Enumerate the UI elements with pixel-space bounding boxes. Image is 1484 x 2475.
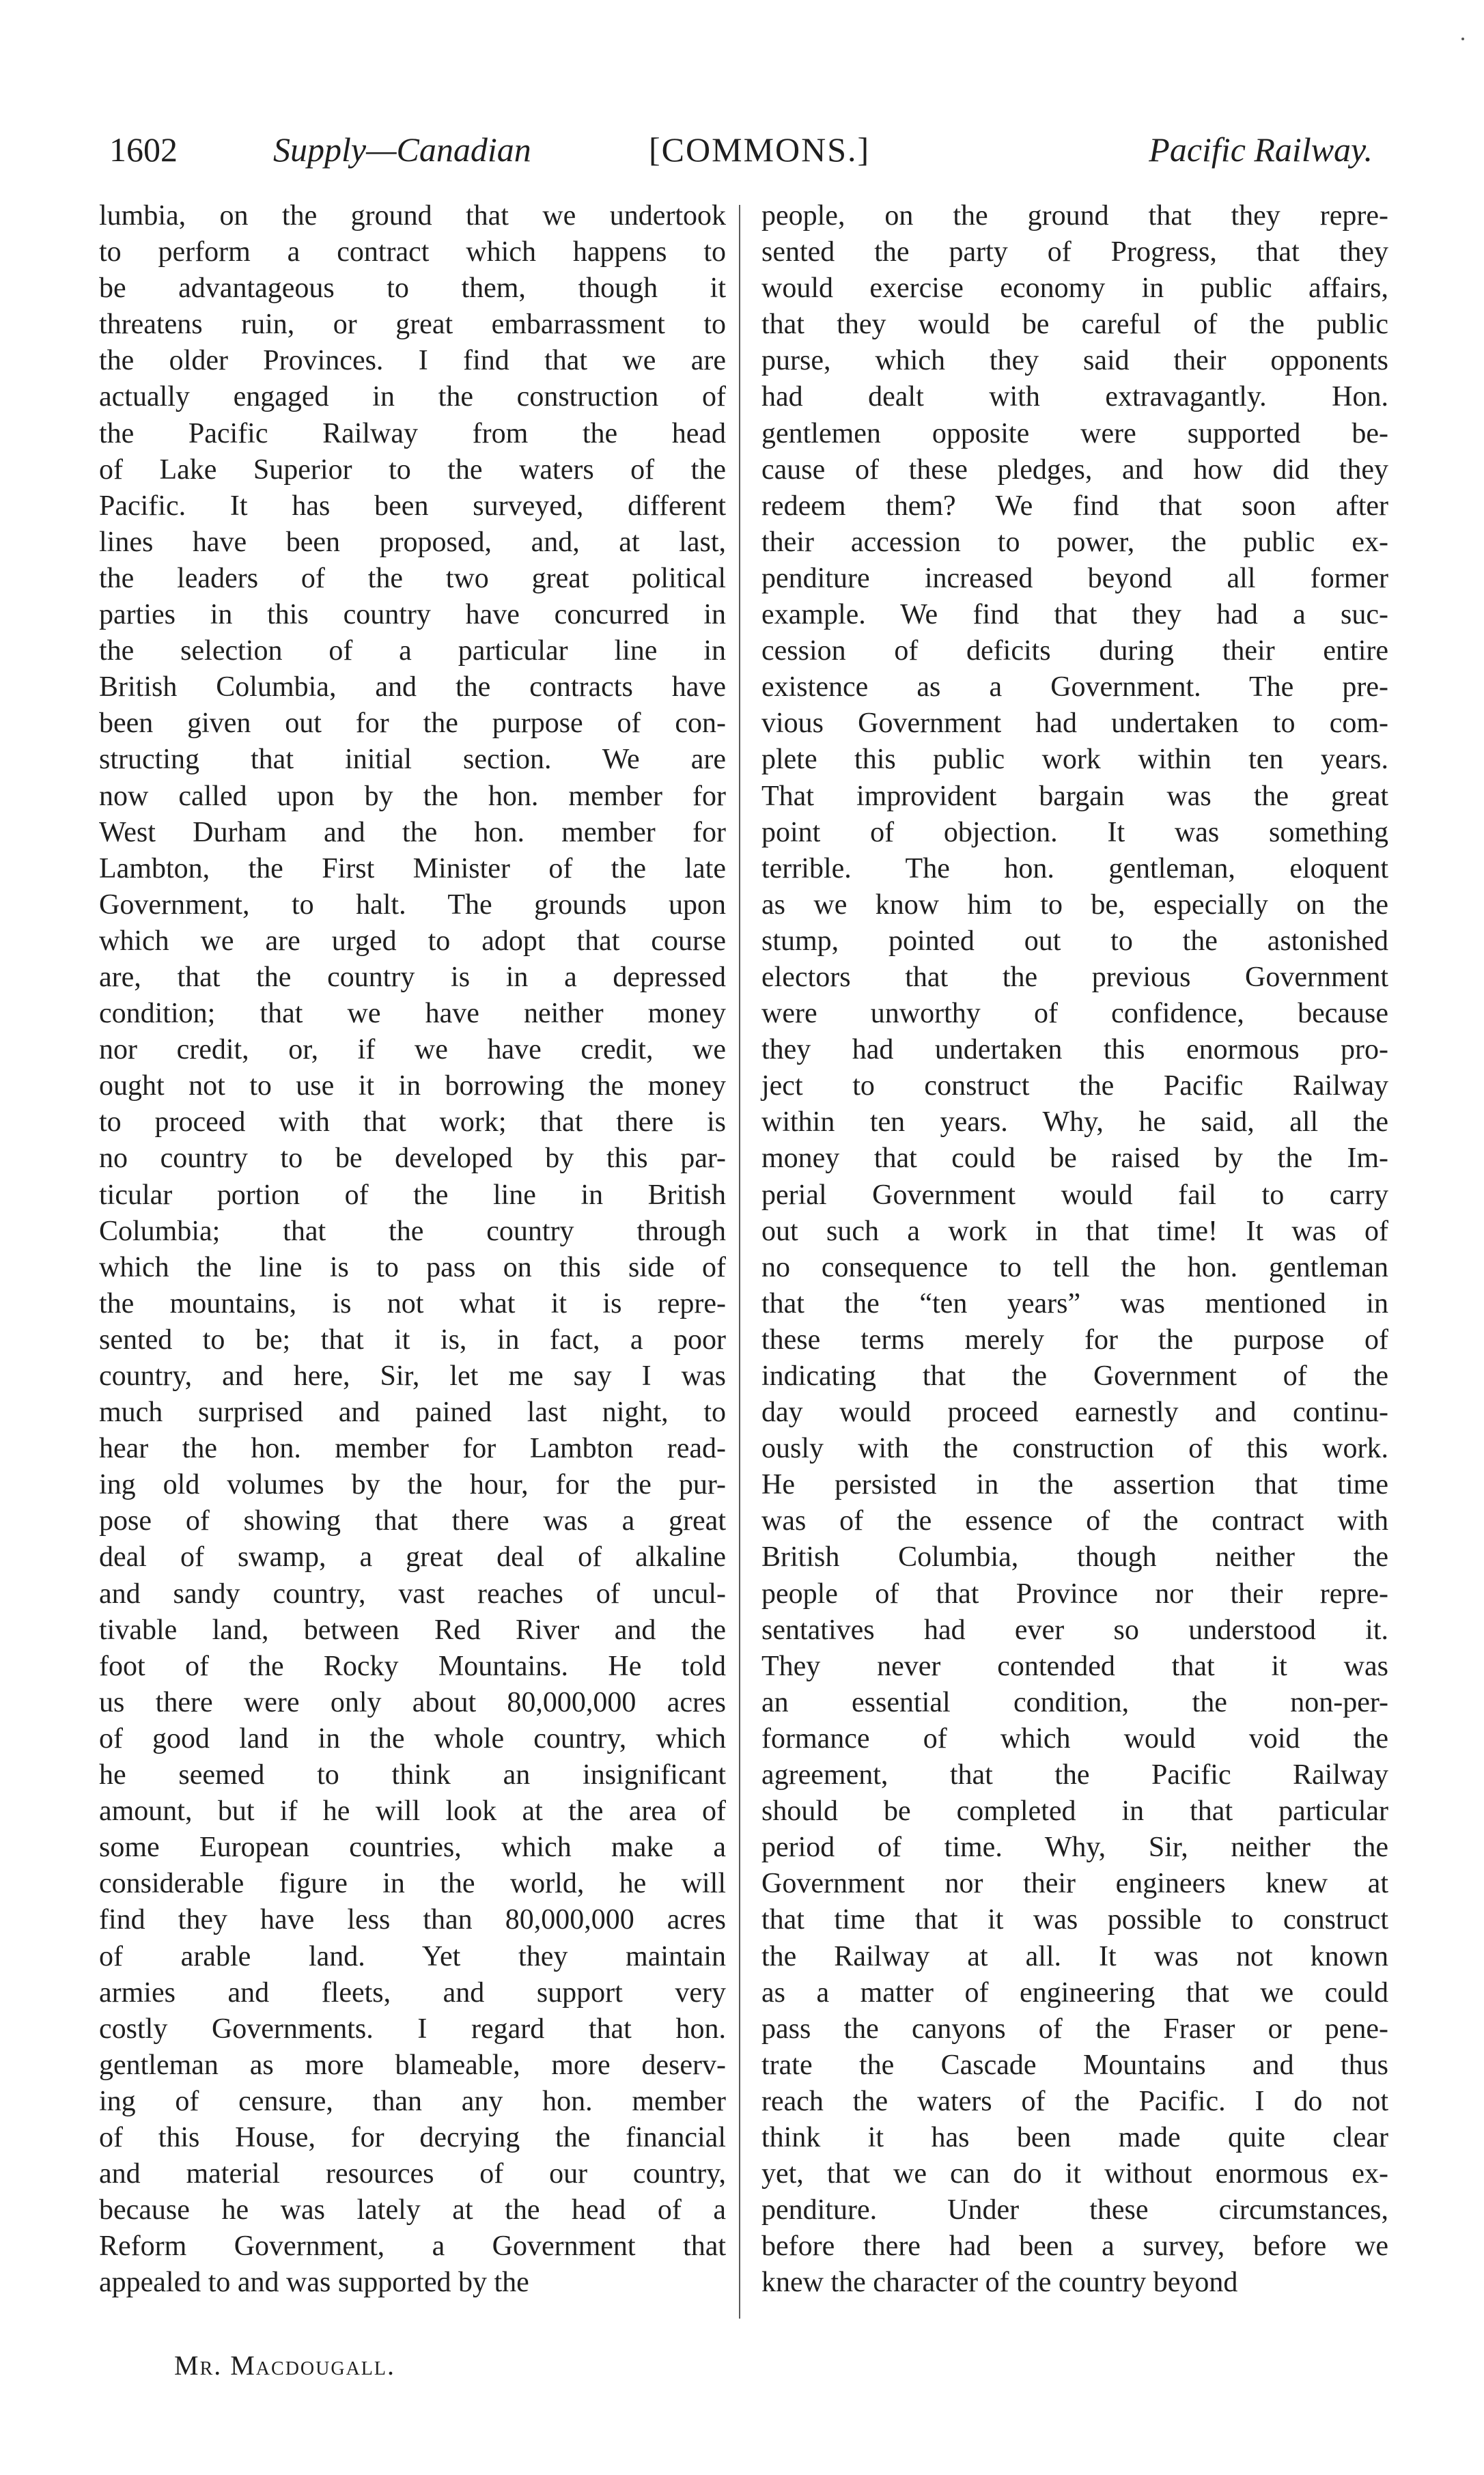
text-line: people of that Province nor their repre- bbox=[761, 1578, 1388, 1610]
text-line: gentleman as more blameable, more deserv- bbox=[99, 2049, 726, 2081]
text-line: country, and here, Sir, let me say I was bbox=[99, 1360, 726, 1392]
text-line: trate the Cascade Mountains and thus bbox=[761, 2049, 1388, 2081]
text-line: as we know him to be, especially on the bbox=[761, 889, 1388, 921]
text-line: would exercise economy in public affairs, bbox=[761, 272, 1388, 305]
text-line: ing old volumes by the hour, for the pur- bbox=[99, 1469, 726, 1501]
text-line: existence as a Government. The pre- bbox=[761, 671, 1388, 703]
text-line: perial Government would fail to carry bbox=[761, 1179, 1388, 1211]
text-line: Reform Government, a Government that bbox=[99, 2231, 726, 2263]
text-line: terrible. The hon. gentleman, eloquent bbox=[761, 852, 1388, 884]
text-line: threatens ruin, or great embarrassment to bbox=[99, 309, 726, 341]
text-line: money that could be raised by the Im- bbox=[761, 1143, 1388, 1175]
text-line: foot of the Rocky Mountains. He told bbox=[99, 1650, 726, 1682]
text-line: sentatives had ever so understood it. bbox=[761, 1614, 1388, 1646]
text-line: stump, pointed out to the astonished bbox=[761, 925, 1388, 957]
text-line: Pacific. It has been surveyed, different bbox=[99, 490, 726, 522]
text-line: ticular portion of the line in British bbox=[99, 1179, 726, 1211]
text-line: amount, but if he will look at the area of bbox=[99, 1795, 726, 1828]
text-line: no country to be developed by this par- bbox=[99, 1143, 726, 1175]
text-line: pose of showing that there was a great bbox=[99, 1505, 726, 1537]
text-line: and material resources of our country, bbox=[99, 2158, 726, 2190]
text-line: day would proceed earnestly and continu- bbox=[761, 1397, 1388, 1429]
header-center-title: [COMMONS.] bbox=[649, 130, 871, 169]
page-number: 1602 bbox=[109, 130, 178, 169]
text-line: Government, to halt. The grounds upon bbox=[99, 889, 726, 921]
text-line: appealed to and was supported by the bbox=[99, 2267, 529, 2299]
text-line: the mountains, is not what it is repre- bbox=[99, 1287, 726, 1319]
text-line: people, on the ground that they repre- bbox=[761, 200, 1388, 232]
text-line: before there had been a survey, before we bbox=[761, 2231, 1388, 2263]
text-line: parties in this country have concurred in bbox=[99, 599, 726, 631]
text-line: now called upon by the hon. member for bbox=[99, 780, 726, 812]
text-line: sented to be; that it is, in fact, a poor bbox=[99, 1324, 726, 1356]
text-line: are, that the country is in a depressed bbox=[99, 961, 726, 993]
text-line: had dealt with extravagantly. Hon. bbox=[761, 381, 1388, 413]
text-line: the selection of a particular line in bbox=[99, 635, 726, 667]
text-line: point of objection. It was something bbox=[761, 816, 1388, 848]
text-line: were unworthy of confidence, because bbox=[761, 998, 1388, 1030]
speaker-footer: Mr. Macdougall. bbox=[174, 2350, 396, 2381]
text-line: was of the essence of the contract with bbox=[761, 1505, 1388, 1537]
text-line: hear the hon. member for Lambton read- bbox=[99, 1433, 726, 1465]
text-line: out such a work in that time! It was of bbox=[761, 1215, 1388, 1247]
text-line: think it has been made quite clear bbox=[761, 2121, 1388, 2153]
text-line: indicating that the Government of the bbox=[761, 1360, 1388, 1392]
text-line: penditure increased beyond all former bbox=[761, 562, 1388, 594]
text-line: actually engaged in the construction of bbox=[99, 381, 726, 413]
text-line: deal of swamp, a great deal of alkaline bbox=[99, 1541, 726, 1574]
header-left-title: Supply—Canadian bbox=[273, 130, 531, 169]
text-line: the Railway at all. It was not known bbox=[761, 1940, 1388, 1972]
text-line: no consequence to tell the hon. gentleman bbox=[761, 1251, 1388, 1283]
text-line: which we are urged to adopt that course bbox=[99, 925, 726, 957]
running-header bbox=[102, 130, 1373, 184]
text-line: condition; that we have neither money bbox=[99, 998, 726, 1030]
text-line: redeem them? We find that soon after bbox=[761, 490, 1388, 522]
text-line: the older Provinces. I find that we are bbox=[99, 345, 726, 377]
text-line: lines have been proposed, and, at last, bbox=[99, 526, 726, 558]
text-line: be advantageous to them, though it bbox=[99, 272, 726, 305]
text-line: reach the waters of the Pacific. I do not bbox=[761, 2085, 1388, 2117]
text-line: the leaders of the two great political bbox=[99, 562, 726, 594]
text-line: that time that it was possible to construct bbox=[761, 1904, 1388, 1936]
text-line: that they would be careful of the public bbox=[761, 309, 1388, 341]
text-line: much surprised and pained last night, to bbox=[99, 1397, 726, 1429]
text-line: and sandy country, vast reaches of uncul- bbox=[99, 1578, 726, 1610]
text-line: costly Governments. I regard that hon. bbox=[99, 2013, 726, 2045]
text-line: which the line is to pass on this side of bbox=[99, 1251, 726, 1283]
corner-speck bbox=[1461, 38, 1464, 40]
text-line: They never contended that it was bbox=[761, 1650, 1388, 1682]
text-line: of Lake Superior to the waters of the bbox=[99, 453, 726, 486]
text-line: West Durham and the hon. member for bbox=[99, 816, 726, 848]
text-line: pass the canyons of the Fraser or pene- bbox=[761, 2013, 1388, 2045]
text-line: of this House, for decrying the financial bbox=[99, 2121, 726, 2153]
text-line: formance of which would void the bbox=[761, 1722, 1388, 1754]
text-line: that the “ten years” was mentioned in bbox=[761, 1287, 1388, 1319]
text-line: ought not to use it in borrowing the money bbox=[99, 1070, 726, 1102]
text-line: sented the party of Progress, that they bbox=[761, 236, 1388, 268]
text-line: these terms merely for the purpose of bbox=[761, 1324, 1388, 1356]
text-line: purse, which they said their opponents bbox=[761, 345, 1388, 377]
text-line: us there were only about 80,000,000 acres bbox=[99, 1686, 726, 1718]
text-line: electors that the previous Government bbox=[761, 961, 1388, 993]
text-line: Columbia; that the country through bbox=[99, 1215, 726, 1247]
text-line: Lambton, the First Minister of the late bbox=[99, 852, 726, 884]
text-line: agreement, that the Pacific Railway bbox=[761, 1759, 1388, 1791]
text-line: Government nor their engineers knew at bbox=[761, 1868, 1388, 1900]
text-line: should be completed in that particular bbox=[761, 1795, 1388, 1828]
text-line: structing that initial section. We are bbox=[99, 744, 726, 776]
text-line: to perform a contract which happens to bbox=[99, 236, 726, 268]
text-line: knew the character of the country beyond bbox=[761, 2267, 1238, 2299]
text-line: ously with the construction of this work. bbox=[761, 1433, 1388, 1465]
text-line: of arable land. Yet they maintain bbox=[99, 1940, 726, 1972]
text-line: the Pacific Railway from the head bbox=[99, 417, 726, 449]
text-line: plete this public work within ten years. bbox=[761, 744, 1388, 776]
text-line: British Columbia, though neither the bbox=[761, 1541, 1388, 1574]
text-line: He persisted in the assertion that time bbox=[761, 1469, 1388, 1501]
text-line: British Columbia, and the contracts have bbox=[99, 671, 726, 703]
text-line: been given out for the purpose of con- bbox=[99, 708, 726, 740]
text-line: cession of deficits during their entire bbox=[761, 635, 1388, 667]
right-text-column bbox=[761, 198, 1388, 2301]
left-text-column bbox=[99, 198, 726, 2301]
text-line: gentlemen opposite were supported be- bbox=[761, 417, 1388, 449]
text-line: ing of censure, than any hon. member bbox=[99, 2085, 726, 2117]
text-line: their accession to power, the public ex- bbox=[761, 526, 1388, 558]
text-line: because he was lately at the head of a bbox=[99, 2194, 726, 2226]
text-line: considerable figure in the world, he will bbox=[99, 1868, 726, 1900]
text-line: period of time. Why, Sir, neither the bbox=[761, 1832, 1388, 1864]
text-line: vious Government had undertaken to com- bbox=[761, 708, 1388, 740]
text-line: tivable land, between Red River and the bbox=[99, 1614, 726, 1646]
text-line: they had undertaken this enormous pro- bbox=[761, 1034, 1388, 1066]
text-line: cause of these pledges, and how did they bbox=[761, 453, 1388, 486]
text-line: armies and fleets, and support very bbox=[99, 1976, 726, 2009]
text-line: nor credit, or, if we have credit, we bbox=[99, 1034, 726, 1066]
text-line: That improvident bargain was the great bbox=[761, 780, 1388, 812]
text-line: an essential condition, the non-per- bbox=[761, 1686, 1388, 1718]
text-line: find they have less than 80,000,000 acres bbox=[99, 1904, 726, 1936]
text-line: ject to construct the Pacific Railway bbox=[761, 1070, 1388, 1102]
text-line: penditure. Under these circumstances, bbox=[761, 2194, 1388, 2226]
header-right-title: Pacific Railway. bbox=[1149, 130, 1373, 169]
text-line: he seemed to think an insignificant bbox=[99, 1759, 726, 1791]
text-line: of good land in the whole country, which bbox=[99, 1722, 726, 1754]
text-line: lumbia, on the ground that we undertook bbox=[99, 200, 726, 232]
text-line: example. We find that they had a suc- bbox=[761, 599, 1388, 631]
text-line: some European countries, which make a bbox=[99, 1832, 726, 1864]
text-line: within ten years. Why, he said, all the bbox=[761, 1106, 1388, 1138]
text-line: as a matter of engineering that we could bbox=[761, 1976, 1388, 2009]
text-line: yet, that we can do it without enormous ex- bbox=[761, 2158, 1388, 2190]
column-divider bbox=[739, 205, 740, 2319]
text-line: to proceed with that work; that there is bbox=[99, 1106, 726, 1138]
